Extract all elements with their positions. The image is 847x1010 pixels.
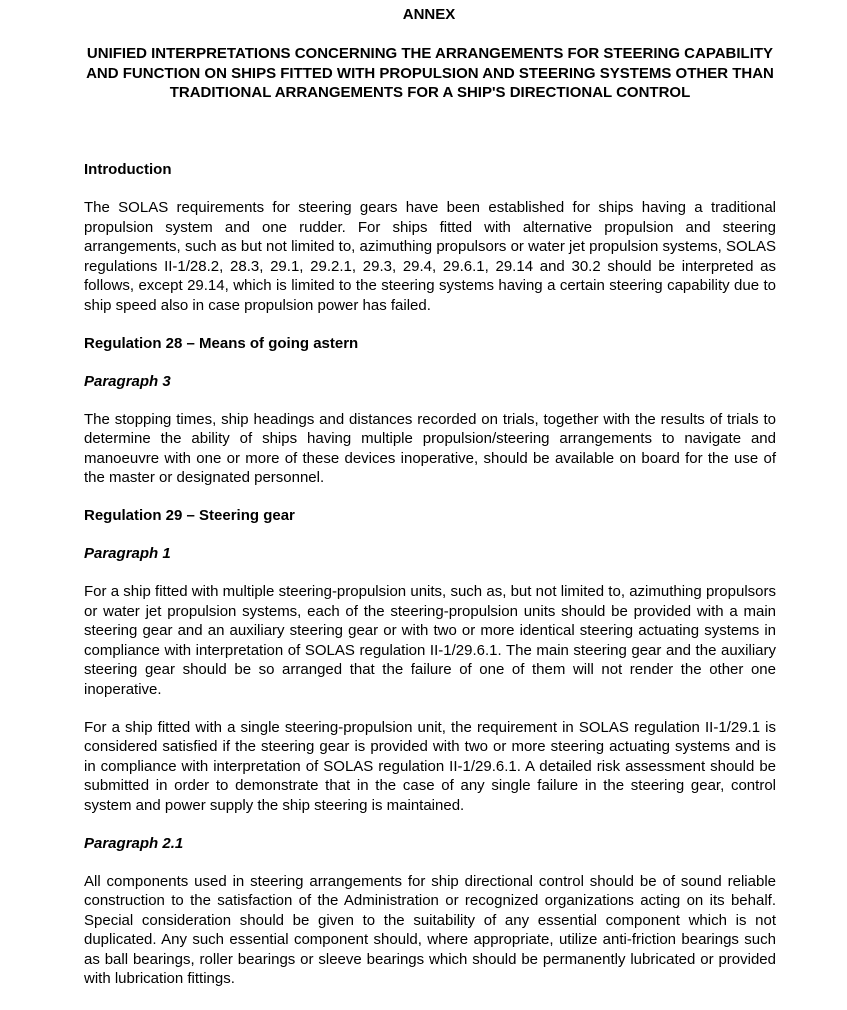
paragraph-1-heading: Paragraph 1	[84, 545, 171, 562]
spacer	[84, 564, 776, 583]
paragraph-2-1-text: All components used in steering arrangements for ship directional control should be of sound reliable construction to the satisfaction of the Administration or recognized organizations acting on its behalf. Special consideration should be given to the suitability of any essential component which is not duplicated. Any such essential component should, where appropriate, utilize anti-friction bearings such as ball bearings, roller bearings or sleeve bearings which should be permanently lubricated or provided with lubrication fittings.	[84, 872, 776, 987]
spacer	[84, 853, 776, 872]
paragraph-2-1-heading: Paragraph 2.1	[84, 834, 184, 852]
introduction-heading: Introduction	[84, 161, 172, 178]
regulation-28-heading: Regulation 28 – Means of going astern	[84, 334, 359, 352]
spacer	[84, 315, 776, 334]
regulation-29-heading: Regulation 29 – Steering gear	[84, 507, 295, 524]
paragraph-1-text-2: For a ship fitted with a single steering-propulsion unit, the requirement in SOLAS regulation II-1/29.1 is considered satisfied if the steering gear is provided with two or more steering actuating systems and is in compliance with interpretation of SOLAS regulation II-1/29.6.1. A detailed risk assessment should be submitted in order to demonstrate that in the case of any single failure in the steering gear, control system and power supply the ship steering is maintained.	[84, 718, 776, 814]
spacer	[84, 391, 776, 410]
spacer	[84, 353, 776, 372]
spacer	[84, 815, 776, 834]
annex-label: ANNEX	[402, 6, 456, 23]
document-body	[84, 160, 776, 989]
introduction-paragraph: The SOLAS requirements for steering gears have been established for ships having a traditional propulsion system and one rudder. For ships fitted with alternative propulsion and steering arrangements, such as but not limited to, azimuthing propulsors or water jet propulsion systems, SOLAS regulations II-1/28.2, 28.3, 29.1, 29.2.1, 29.3, 29.4, 29.6.1, 29.14 and 30.2 should be interpreted as follows, except 29.14, which is limited to the steering systems having a certain steering capability due to ship speed also in case propulsion power has failed.	[84, 199, 776, 314]
spacer	[84, 699, 776, 718]
paragraph-3-heading: Paragraph 3	[84, 372, 171, 390]
spacer	[84, 526, 776, 545]
document-title: UNIFIED INTERPRETATIONS CONCERNING THE ARRANGEMENTS FOR STEERING CAPABILITY AND FUNCTION ON SHIPS FITTED WITH PROPULSION AND STEERING SYSTEMS OTHER THAN TRADITIONAL ARRANGEMENTS FOR A SHIP'S DIRECTIONAL CONTROL	[86, 45, 774, 101]
paragraph-1-text-1: For a ship fitted with multiple steering-propulsion units, such as, but not limited to, azimuthing propulsors or water jet propulsion systems, each of the steering-propulsion units should be provided with a main steering gear and an auxiliary steering gear or with two or more identical steering actuating systems in compliance with interpretation of SOLAS regulation II-1/29.6.1. The main steering gear and the auxiliary steering gear should be so arranged that the failure of one of them will not render the other one inoperative.	[84, 583, 776, 698]
spacer	[84, 180, 776, 199]
spacer	[84, 488, 776, 507]
paragraph-3-text: The stopping times, ship headings and distances recorded on trials, together with the results of trials to determine the ability of ships having multiple propulsion/steering arrangements to navigate and manoeuvre with one or more of these devices inoperative, should be available on board for the use of the master or designated personnel.	[84, 410, 776, 486]
